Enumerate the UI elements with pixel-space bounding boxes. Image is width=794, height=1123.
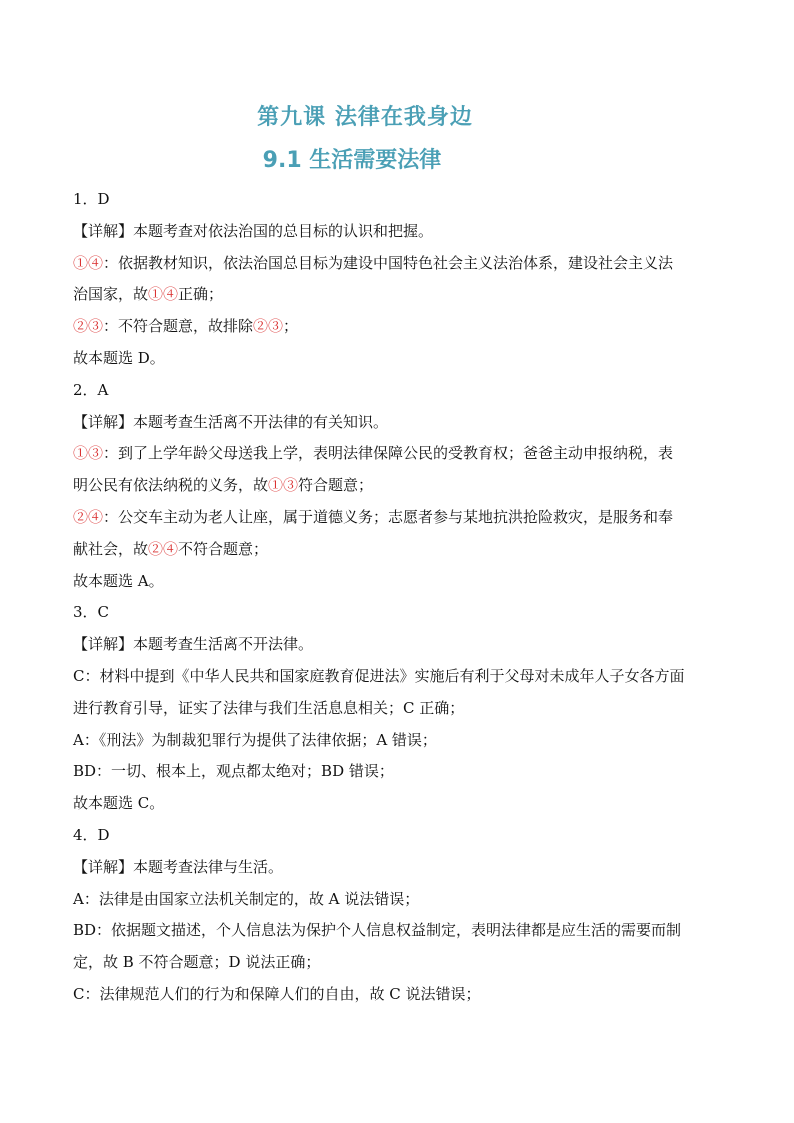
- text-line: [73, 756, 723, 788]
- circled-number-marker: ②③: [73, 317, 104, 336]
- text-segment: 故本题选 D。: [73, 348, 165, 367]
- text-line: [73, 311, 723, 343]
- text-segment: BD：一切、根本上，观点都太绝对；BD 错误；: [73, 762, 394, 781]
- text-segment: 3．C: [73, 603, 110, 622]
- circled-number-marker: ①③: [73, 444, 104, 463]
- text-line: [73, 725, 723, 757]
- text-line: [73, 184, 723, 216]
- text-segment: 符合题意；: [298, 476, 374, 495]
- text-line: [73, 279, 723, 311]
- circled-number-marker: ①④: [148, 285, 179, 304]
- text-segment: 进行教育引导，证实了法律与我们生活息息相关；C 正确；: [73, 698, 465, 717]
- text-segment: 4．D: [73, 825, 110, 844]
- text-segment: A：《刑法》为制裁犯罪行为提供了法律依据；A 错误；: [73, 730, 437, 749]
- text-segment: 【详解】本题考查法律与生活。: [73, 857, 284, 876]
- text-line: [73, 852, 723, 884]
- circled-number-marker: ②④: [73, 507, 104, 526]
- text-line: [73, 788, 723, 820]
- text-line: [73, 661, 723, 693]
- text-line: [73, 438, 723, 470]
- text-segment: 故本题选 C。: [73, 794, 165, 813]
- text-line: [73, 375, 723, 407]
- text-segment: 2．A: [73, 380, 109, 399]
- text-segment: 治国家，故: [73, 285, 149, 304]
- text-line: [73, 979, 723, 1011]
- text-segment: 献社会，故: [73, 539, 149, 558]
- text-segment: 定，故 B 不符合题意；D 说法正确；: [73, 953, 321, 972]
- text-segment: 【详解】本题考查生活离不开法律的有关知识。: [73, 412, 389, 431]
- lesson-title: 第九课 法律在我身边: [257, 105, 473, 130]
- circled-number-marker: ①④: [73, 253, 104, 272]
- text-line: [73, 502, 723, 534]
- text-segment: 明公民有依法纳税的义务，故: [73, 476, 269, 495]
- answer-explanations: [73, 184, 723, 1011]
- circled-number-marker: ①③: [268, 476, 299, 495]
- text-line: [73, 534, 723, 566]
- text-line: [73, 629, 723, 661]
- text-segment: 正确；: [178, 285, 224, 304]
- text-line: [73, 693, 723, 725]
- text-segment: 【详解】本题考查生活离不开法律。: [73, 635, 314, 654]
- text-segment: ；: [283, 317, 299, 336]
- text-segment: C：材料中提到《中华人民共和国家庭教育促进法》实施后有利于父母对未成年人子女各方面: [73, 666, 685, 685]
- text-segment: ：到了上学年龄父母送我上学，表明法律保障公民的受教育权；爸爸主动申报纳税，表: [103, 444, 674, 463]
- text-line: [73, 407, 723, 439]
- text-line: [73, 597, 723, 629]
- text-segment: C：法律规范人们的行为和保障人们的自由，故 C 说法错误；: [73, 984, 481, 1003]
- text-line: [73, 248, 723, 280]
- text-line: [73, 884, 723, 916]
- section-title: 9.1 生活需要法律: [262, 148, 442, 173]
- text-line: [73, 470, 723, 502]
- text-line: [73, 915, 723, 947]
- text-segment: ：依据教材知识，依法治国总目标为建设中国特色社会主义法治体系，建设社会主义法: [103, 253, 674, 272]
- circled-number-marker: ②④: [148, 539, 179, 558]
- text-segment: 不符合题意；: [178, 539, 269, 558]
- text-line: [73, 820, 723, 852]
- text-line: [73, 216, 723, 248]
- text-segment: ：不符合题意，故排除: [103, 317, 254, 336]
- text-segment: A：法律是由国家立法机关制定的，故 A 说法错误；: [73, 889, 420, 908]
- circled-number-marker: ②③: [253, 317, 284, 336]
- text-segment: ：公交车主动为老人让座，属于道德义务；志愿者参与某地抗洪抢险救灾，是服务和奉: [103, 507, 674, 526]
- text-segment: BD：依据题文描述，个人信息法为保护个人信息权益制定，表明法律都是应生活的需要而制: [73, 921, 682, 940]
- text-segment: 故本题选 A。: [73, 571, 164, 590]
- text-line: [73, 947, 723, 979]
- text-line: [73, 343, 723, 375]
- text-line: [73, 566, 723, 598]
- text-segment: 【详解】本题考查对依法治国的总目标的认识和把握。: [73, 221, 434, 240]
- text-segment: 1．D: [73, 190, 110, 208]
